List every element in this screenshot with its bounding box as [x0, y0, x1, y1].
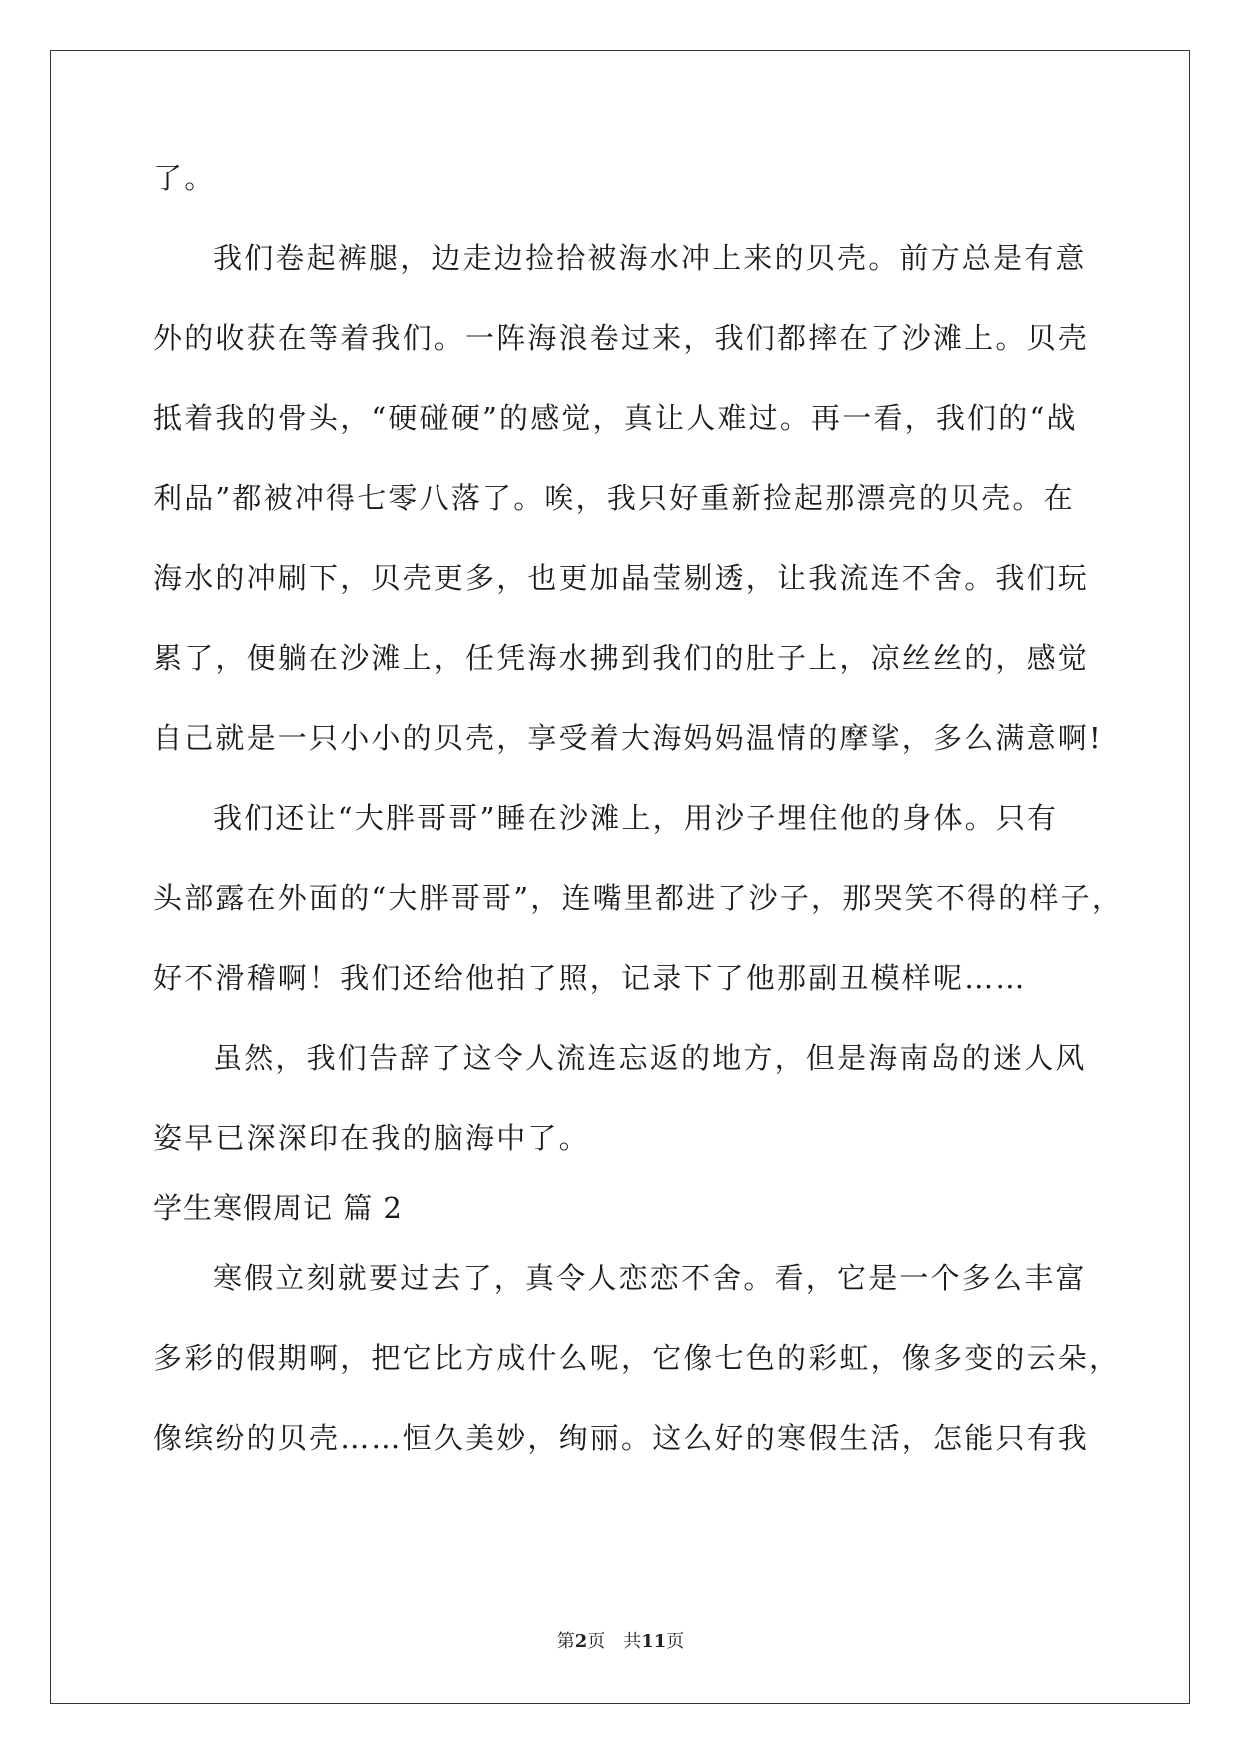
- footer-suffix: 页: [666, 1631, 685, 1652]
- text-line: 像缤纷的贝壳……恒久美妙，绚丽。这么好的寒假生活，怎能只有我: [153, 1421, 1090, 1455]
- text-line: 海水的冲刷下，贝壳更多，也更加晶莹剔透，让我流连不舍。我们玩: [153, 561, 1090, 595]
- page-footer: [0, 1630, 1241, 1654]
- text-line: 姿早已深深印在我的脑海中了。: [153, 1121, 590, 1155]
- text-line: 自己就是一只小小的贝壳，享受着大海妈妈温情的摩挲，多么满意啊!: [153, 721, 1103, 755]
- text-line: 外的收获在等着我们。一阵海浪卷过来，我们都摔在了沙滩上。贝壳: [153, 321, 1090, 355]
- text-line: 好不滑稽啊！我们还给他拍了照，记录下了他那副丑模样呢……: [153, 961, 1027, 995]
- footer-total-pages: 11: [641, 1631, 667, 1652]
- text-line: 我们卷起裤腿，边走边捡拾被海水冲上来的贝壳。前方总是有意: [213, 241, 1087, 275]
- text-line: 利品”都被冲得七零八落了。唉，我只好重新捡起那漂亮的贝壳。在: [153, 481, 1075, 515]
- text-line: 多彩的假期啊，把它比方成什么呢，它像七色的彩虹，像多变的云朵，: [153, 1341, 1121, 1375]
- footer-prefix: 第: [556, 1631, 575, 1652]
- footer-page-number: 2: [574, 1631, 588, 1652]
- text-line: 抵着我的骨头，“硬碰硬”的感觉，真让人难过。再一看，我们的“战: [153, 401, 1078, 435]
- text-line: 我们还让“大胖哥哥”睡在沙滩上，用沙子埋住他的身体。只有: [213, 801, 1059, 835]
- text-line: 寒假立刻就要过去了，真令人恋恋不舍。看，它是一个多么丰富: [213, 1261, 1087, 1295]
- text-line: 头部露在外面的“大胖哥哥”，连嘴里都进了沙子，那哭笑不得的样子，: [153, 881, 1124, 915]
- text-line: 虽然，我们告辞了这令人流连忘返的地方，但是海南岛的迷人风: [213, 1041, 1087, 1075]
- text-line: 了。: [153, 161, 216, 195]
- text-line: 累了，便躺在沙滩上，任凭海水拂到我们的肚子上，凉丝丝的，感觉: [153, 641, 1090, 675]
- section-heading: 学生寒假周记 篇 2: [153, 1191, 403, 1225]
- footer-middle: 页 共: [587, 1631, 642, 1652]
